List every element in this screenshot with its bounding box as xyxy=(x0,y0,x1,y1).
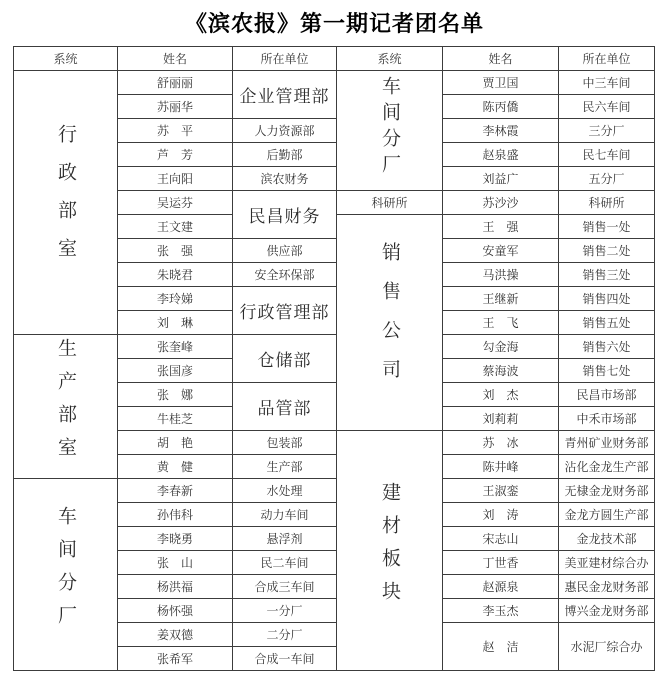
section-label-text: 建材板块 xyxy=(379,482,400,614)
unit-cell: 滨农财务 xyxy=(233,167,337,191)
name-cell: 杨洪福 xyxy=(118,575,233,599)
name-cell: 张 娜 xyxy=(118,383,233,407)
unit-cell: 销售七处 xyxy=(559,359,655,383)
section-label-research: 科研所 xyxy=(337,191,443,215)
name-cell: 王向阳 xyxy=(118,167,233,191)
name-cell: 安童军 xyxy=(443,239,559,263)
section-label-text: 销售公司 xyxy=(379,242,400,398)
unit-cell: 人力资源部 xyxy=(233,119,337,143)
name-cell: 刘 涛 xyxy=(443,503,559,527)
name-cell: 苏丽华 xyxy=(118,95,233,119)
unit-cell: 生产部 xyxy=(233,455,337,479)
unit-cell: 销售四处 xyxy=(559,287,655,311)
name-cell: 孙伟科 xyxy=(118,503,233,527)
name-cell: 刘 杰 xyxy=(443,383,559,407)
name-cell: 吴运芬 xyxy=(118,191,233,215)
unit-cell: 品管部 xyxy=(233,383,337,431)
section-label-text: 生产部室 xyxy=(55,338,76,470)
unit-cell: 中禾市场部 xyxy=(559,407,655,431)
name-cell: 马洪操 xyxy=(443,263,559,287)
name-cell: 王文建 xyxy=(118,215,233,239)
roster-table xyxy=(13,46,655,671)
name-cell: 张国彦 xyxy=(118,359,233,383)
name-cell: 李玲娣 xyxy=(118,287,233,311)
unit-cell: 供应部 xyxy=(233,239,337,263)
unit-cell: 一分厂 xyxy=(233,599,337,623)
unit-cell: 销售二处 xyxy=(559,239,655,263)
header-system-left: 系统 xyxy=(14,47,118,71)
name-cell: 张 山 xyxy=(118,551,233,575)
name-cell: 贾卫国 xyxy=(443,71,559,95)
section-label-text: 车间分厂 xyxy=(55,506,76,638)
header-row xyxy=(14,47,655,71)
section-label-production xyxy=(14,335,118,479)
unit-cell: 销售三处 xyxy=(559,263,655,287)
name-cell: 杨怀强 xyxy=(118,599,233,623)
name-cell: 赵 洁 xyxy=(443,623,559,671)
name-cell: 姜双德 xyxy=(118,623,233,647)
unit-cell: 销售五处 xyxy=(559,311,655,335)
name-cell: 黄 健 xyxy=(118,455,233,479)
table-row xyxy=(14,479,655,503)
unit-cell: 科研所 xyxy=(559,191,655,215)
unit-cell: 安全环保部 xyxy=(233,263,337,287)
unit-cell: 二分厂 xyxy=(233,623,337,647)
unit-cell: 销售六处 xyxy=(559,335,655,359)
unit-cell: 金龙方圆生产部 xyxy=(559,503,655,527)
name-cell: 宋志山 xyxy=(443,527,559,551)
name-cell: 胡 艳 xyxy=(118,431,233,455)
name-cell: 张奎峰 xyxy=(118,335,233,359)
name-cell: 王淑銮 xyxy=(443,479,559,503)
unit-cell: 水泥厂综合办 xyxy=(559,623,655,671)
unit-cell: 仓储部 xyxy=(233,335,337,383)
name-cell: 王继新 xyxy=(443,287,559,311)
unit-cell: 青州矿业财务部 xyxy=(559,431,655,455)
name-cell: 蔡海波 xyxy=(443,359,559,383)
unit-cell: 包装部 xyxy=(233,431,337,455)
section-label-text: 车间分厂 xyxy=(379,76,400,180)
unit-cell: 合成三车间 xyxy=(233,575,337,599)
unit-cell: 惠民金龙财务部 xyxy=(559,575,655,599)
name-cell: 赵源泉 xyxy=(443,575,559,599)
header-unit-left: 所在单位 xyxy=(233,47,337,71)
unit-cell: 行政管理部 xyxy=(233,287,337,335)
name-cell: 陈丙僑 xyxy=(443,95,559,119)
unit-cell: 后勤部 xyxy=(233,143,337,167)
unit-cell: 民七车间 xyxy=(559,143,655,167)
name-cell: 苏沙沙 xyxy=(443,191,559,215)
table-row xyxy=(14,335,655,359)
table-row xyxy=(14,71,655,95)
name-cell: 朱晓君 xyxy=(118,263,233,287)
unit-cell: 沾化金龙生产部 xyxy=(559,455,655,479)
unit-cell: 合成一车间 xyxy=(233,647,337,671)
header-name-right: 姓名 xyxy=(443,47,559,71)
unit-cell: 金龙技术部 xyxy=(559,527,655,551)
unit-cell: 动力车间 xyxy=(233,503,337,527)
section-label-workshop-right xyxy=(337,71,443,191)
unit-cell: 企业管理部 xyxy=(233,71,337,119)
header-system-right: 系统 xyxy=(337,47,443,71)
name-cell: 李晓勇 xyxy=(118,527,233,551)
unit-cell: 五分厂 xyxy=(559,167,655,191)
name-cell: 李林霞 xyxy=(443,119,559,143)
name-cell: 苏 冰 xyxy=(443,431,559,455)
name-cell: 苏 平 xyxy=(118,119,233,143)
name-cell: 牛桂芝 xyxy=(118,407,233,431)
section-label-building xyxy=(337,431,443,671)
header-name-left: 姓名 xyxy=(118,47,233,71)
unit-cell: 民六车间 xyxy=(559,95,655,119)
name-cell: 丁世香 xyxy=(443,551,559,575)
name-cell: 勾金海 xyxy=(443,335,559,359)
name-cell: 舒丽丽 xyxy=(118,71,233,95)
unit-cell: 三分厂 xyxy=(559,119,655,143)
unit-cell: 无棣金龙财务部 xyxy=(559,479,655,503)
name-cell: 张希军 xyxy=(118,647,233,671)
name-cell: 刘益广 xyxy=(443,167,559,191)
name-cell: 赵泉盛 xyxy=(443,143,559,167)
name-cell: 刘 琳 xyxy=(118,311,233,335)
name-cell: 李玉杰 xyxy=(443,599,559,623)
page-title: 《滨农报》第一期记者团名单 xyxy=(184,11,484,36)
section-label-text: 行政部室 xyxy=(55,124,76,276)
name-cell: 刘莉莉 xyxy=(443,407,559,431)
unit-cell: 中三车间 xyxy=(559,71,655,95)
header-unit-right: 所在单位 xyxy=(559,47,655,71)
unit-cell: 水处理 xyxy=(233,479,337,503)
name-cell: 王 强 xyxy=(443,215,559,239)
section-label-sales xyxy=(337,215,443,431)
unit-cell: 博兴金龙财务部 xyxy=(559,599,655,623)
unit-cell: 民昌财务 xyxy=(233,191,337,239)
name-cell: 张 强 xyxy=(118,239,233,263)
section-label-admin xyxy=(14,71,118,335)
unit-cell: 民二车间 xyxy=(233,551,337,575)
unit-cell: 销售一处 xyxy=(559,215,655,239)
section-label-workshop-left xyxy=(14,479,118,671)
name-cell: 李春新 xyxy=(118,479,233,503)
unit-cell: 美亚建材综合办 xyxy=(559,551,655,575)
name-cell: 芦 芳 xyxy=(118,143,233,167)
name-cell: 陈井峰 xyxy=(443,455,559,479)
unit-cell: 悬浮剂 xyxy=(233,527,337,551)
unit-cell: 民昌市场部 xyxy=(559,383,655,407)
name-cell: 王 飞 xyxy=(443,311,559,335)
